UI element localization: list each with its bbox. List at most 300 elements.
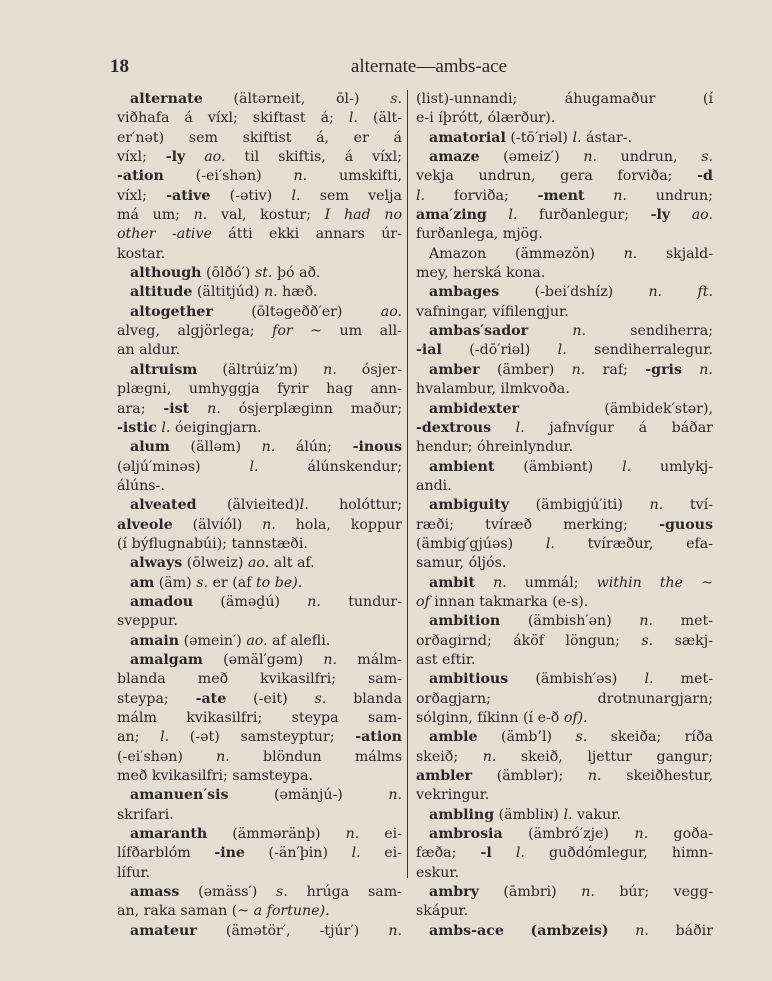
word bbox=[253, 109, 306, 128]
entry-line bbox=[117, 380, 402, 399]
entry-line bbox=[416, 187, 713, 206]
running-head: alternate—ambs-ace bbox=[350, 56, 508, 77]
entry-start-line bbox=[416, 883, 713, 902]
word bbox=[581, 883, 595, 902]
definition-text: (ämətör′, bbox=[225, 922, 291, 939]
entry-line bbox=[117, 477, 402, 496]
headword: -guous bbox=[659, 516, 713, 533]
definition-text: (älləm) bbox=[190, 439, 241, 456]
word bbox=[320, 187, 349, 206]
definition-text: tví- bbox=[689, 497, 713, 514]
definition-text: gangur; bbox=[656, 748, 713, 765]
word bbox=[130, 651, 203, 670]
word bbox=[566, 632, 620, 651]
headword: altruism bbox=[130, 361, 198, 378]
definition-text: sem bbox=[319, 187, 349, 204]
entry-start-line bbox=[117, 554, 402, 573]
grammar-label: a fortune). bbox=[253, 903, 330, 920]
word bbox=[351, 400, 402, 419]
word bbox=[117, 322, 160, 341]
definition-text: óeigingjarn. bbox=[170, 419, 262, 436]
definition-text: (ämməzŏn) bbox=[514, 245, 595, 262]
entry-start-line bbox=[117, 593, 402, 612]
definition-text: skrifari. bbox=[117, 806, 174, 823]
headword: -ly bbox=[650, 207, 671, 224]
word bbox=[535, 670, 617, 689]
definition-text: þó að. bbox=[272, 265, 321, 282]
word bbox=[230, 187, 273, 206]
grammar-label: l. bbox=[644, 671, 654, 688]
definition-text: blöndun bbox=[262, 748, 322, 765]
definition-text: úr- bbox=[381, 226, 402, 243]
word bbox=[701, 574, 713, 593]
grammar-label: l. bbox=[515, 845, 525, 862]
word bbox=[320, 922, 360, 941]
page-number: 18 bbox=[110, 56, 129, 77]
word bbox=[539, 206, 629, 225]
entry-line bbox=[416, 651, 713, 670]
line-text bbox=[117, 245, 165, 264]
grammar-label: l. bbox=[249, 458, 259, 475]
word bbox=[666, 245, 713, 264]
word bbox=[676, 922, 713, 941]
headword: amaze bbox=[429, 149, 480, 166]
headword: altogether bbox=[130, 303, 213, 320]
word bbox=[198, 883, 257, 902]
word bbox=[130, 593, 193, 612]
definition-text: á; bbox=[320, 110, 334, 127]
grammar-label: ao. bbox=[691, 207, 713, 224]
word bbox=[587, 748, 632, 767]
definition-text: átti bbox=[228, 226, 253, 243]
word bbox=[117, 148, 147, 167]
definition-text: er bbox=[353, 129, 369, 146]
word bbox=[503, 883, 556, 902]
headword: -ial bbox=[416, 342, 442, 359]
word bbox=[345, 148, 353, 167]
left-column bbox=[117, 90, 402, 941]
grammar-label: to be). bbox=[255, 574, 303, 591]
definition-text: víxl; bbox=[207, 110, 238, 127]
word bbox=[692, 206, 713, 225]
grammar-label: n. bbox=[216, 748, 230, 765]
word bbox=[339, 496, 402, 515]
word bbox=[645, 361, 682, 380]
entry-start-line bbox=[416, 806, 713, 825]
headword: -ate bbox=[195, 690, 227, 707]
definition-text: an aldur. bbox=[117, 342, 181, 359]
word bbox=[323, 651, 337, 670]
entry-start-line bbox=[117, 283, 402, 302]
grammar-label: ft. bbox=[697, 284, 713, 301]
word bbox=[429, 728, 478, 747]
word bbox=[353, 690, 402, 709]
word bbox=[117, 109, 169, 128]
entry-start-line bbox=[117, 90, 402, 109]
entry-start-line bbox=[416, 670, 713, 689]
entry-line bbox=[117, 516, 402, 535]
headword: amadou bbox=[130, 593, 194, 610]
definition-text: áhugamaður bbox=[564, 91, 656, 107]
definition-text: (í býflugnabúi); tannstæði. bbox=[117, 535, 308, 552]
definition-text: sam- bbox=[367, 710, 402, 726]
entry-start-line bbox=[416, 458, 713, 477]
entry-start-line bbox=[117, 496, 402, 515]
definition-text: af alefli. bbox=[267, 632, 331, 649]
definition-text: (ämbigjú′iti) bbox=[535, 497, 623, 514]
definition-text: álún; bbox=[295, 439, 332, 456]
definition-text: tundur- bbox=[348, 593, 402, 610]
definition-text: orðagirnd; bbox=[416, 632, 492, 649]
word bbox=[226, 922, 291, 941]
word bbox=[613, 187, 627, 206]
definition-text: ósjer- bbox=[361, 361, 402, 378]
word bbox=[416, 516, 454, 535]
definition-text: (ämber) bbox=[497, 361, 555, 378]
grammar-label: n. bbox=[587, 768, 602, 785]
definition-text: guðdómlegur, bbox=[549, 845, 648, 862]
word bbox=[549, 419, 614, 438]
word bbox=[515, 245, 595, 264]
entry-start-line bbox=[416, 245, 713, 264]
entry-line bbox=[117, 225, 402, 244]
right-column bbox=[416, 90, 713, 941]
word bbox=[321, 109, 334, 128]
word bbox=[454, 187, 509, 206]
entry-line bbox=[117, 767, 402, 786]
definition-text: sem bbox=[188, 129, 218, 146]
definition-text: skiftast bbox=[252, 110, 306, 127]
entry-line bbox=[416, 554, 713, 573]
word bbox=[521, 748, 563, 767]
word bbox=[253, 690, 288, 709]
definition-text: á bbox=[344, 149, 354, 166]
word bbox=[493, 574, 507, 593]
definition-text: ljettur bbox=[587, 748, 632, 765]
word bbox=[193, 516, 243, 535]
definition-text: tvíræður, bbox=[587, 535, 654, 552]
word bbox=[117, 458, 201, 477]
entry-line bbox=[117, 458, 402, 477]
word bbox=[214, 844, 245, 863]
word bbox=[262, 516, 276, 535]
word bbox=[603, 361, 628, 380]
definition-text: forviða; bbox=[453, 187, 509, 204]
word bbox=[354, 129, 369, 148]
grammar-label: other bbox=[117, 226, 156, 243]
definition-text: ósjerplæginn bbox=[238, 400, 333, 417]
grammar-label: no bbox=[384, 207, 402, 224]
definition-text: hvalambur, ilmkvoða. bbox=[416, 381, 570, 398]
entry-start-line bbox=[416, 612, 713, 631]
word bbox=[597, 574, 642, 593]
word bbox=[117, 129, 164, 148]
word bbox=[207, 400, 221, 419]
entry-line bbox=[117, 245, 402, 264]
definition-text: ann- bbox=[370, 381, 402, 398]
line-text bbox=[117, 535, 308, 554]
definition-text: (-än′þin) bbox=[268, 845, 328, 862]
word bbox=[204, 148, 225, 167]
grammar-label: s. bbox=[196, 574, 209, 591]
word bbox=[516, 844, 525, 863]
headword: -ine bbox=[214, 845, 245, 862]
grammar-label: s. bbox=[390, 91, 402, 107]
word bbox=[296, 516, 331, 535]
word bbox=[565, 90, 656, 109]
word bbox=[516, 419, 525, 438]
grammar-label: ao. bbox=[380, 303, 402, 320]
word bbox=[528, 825, 609, 844]
definition-text: sólginn, fíkinn (í e-ð bbox=[416, 710, 564, 726]
grammar-label: of). bbox=[563, 710, 588, 726]
definition-text: koppur bbox=[350, 516, 402, 533]
word bbox=[130, 786, 228, 805]
page-header bbox=[110, 56, 718, 82]
definition-text: umlykj- bbox=[660, 458, 713, 475]
headword: although bbox=[130, 265, 202, 282]
word bbox=[184, 109, 192, 128]
word bbox=[250, 458, 259, 477]
definition-text: (ämməränþ) bbox=[232, 826, 321, 843]
entry-line bbox=[117, 322, 402, 341]
definition-text: (ält- bbox=[372, 110, 402, 127]
definition-text: hola, bbox=[295, 516, 331, 533]
word bbox=[697, 167, 713, 186]
word bbox=[269, 225, 299, 244]
headword: ambitious bbox=[429, 671, 509, 688]
definition-text: (-dō′riəl) bbox=[469, 342, 531, 359]
word bbox=[674, 825, 713, 844]
definition-text: undrun; bbox=[655, 187, 713, 204]
definition-text: (ämbliɴ) bbox=[494, 806, 564, 823]
definition-text: málm- bbox=[357, 651, 402, 668]
word bbox=[130, 438, 170, 457]
word bbox=[598, 690, 713, 709]
definition-text: furðanlega, mjög. bbox=[416, 226, 543, 243]
definition-text: áköf bbox=[513, 632, 545, 649]
definition-text: jafnvígur bbox=[549, 419, 615, 436]
grammar-label: s. bbox=[641, 632, 654, 649]
grammar-label: n. bbox=[583, 149, 597, 166]
entry-line bbox=[416, 748, 713, 767]
word bbox=[429, 670, 508, 689]
word bbox=[274, 786, 343, 805]
definition-text: til bbox=[244, 149, 260, 166]
word bbox=[624, 245, 638, 264]
word bbox=[166, 187, 210, 206]
entry-line bbox=[416, 341, 713, 360]
definition-text: (ämbig′gjúəs) bbox=[416, 535, 514, 552]
grammar-label: s. bbox=[276, 884, 288, 901]
definition-text: (í bbox=[702, 91, 713, 107]
definition-text: skjald- bbox=[665, 245, 713, 262]
definition-text: víxl; bbox=[117, 187, 147, 204]
definition-text: (-eit) bbox=[253, 690, 288, 707]
grammar-label: n. bbox=[623, 245, 638, 262]
word bbox=[220, 593, 280, 612]
definition-text: ōl-) bbox=[336, 91, 360, 107]
word bbox=[130, 496, 197, 515]
entry-start-line bbox=[117, 361, 402, 380]
word bbox=[701, 148, 713, 167]
word bbox=[160, 728, 169, 747]
grammar-label: n. bbox=[571, 361, 586, 378]
headword: -ation bbox=[355, 729, 402, 746]
word bbox=[117, 670, 166, 689]
entry-start-line bbox=[117, 438, 402, 457]
definition-text: velja bbox=[368, 187, 402, 204]
word bbox=[355, 748, 402, 767]
definition-text: kostur; bbox=[260, 207, 311, 224]
definition-text: ast eftir. bbox=[416, 651, 476, 668]
definition-text: hendur; óhreinlyndur. bbox=[416, 439, 574, 456]
word bbox=[189, 129, 218, 148]
line-text bbox=[416, 477, 452, 496]
line-text bbox=[416, 438, 573, 457]
word bbox=[244, 148, 259, 167]
word bbox=[163, 400, 189, 419]
definition-text: álúnskendur; bbox=[307, 458, 402, 475]
word bbox=[117, 748, 183, 767]
word bbox=[323, 361, 337, 380]
definition-text: (əmein′) bbox=[179, 632, 247, 649]
definition-text: (ämblər); bbox=[496, 768, 564, 785]
definition-text: lífur. bbox=[117, 864, 151, 881]
entry-line bbox=[117, 709, 402, 728]
definition-text: lífðarblóm bbox=[117, 845, 191, 862]
word bbox=[117, 380, 171, 399]
word bbox=[479, 167, 536, 186]
definition-text: tvíræð bbox=[485, 516, 533, 533]
definition-text: goða- bbox=[673, 826, 713, 843]
definition-text: sam- bbox=[367, 884, 402, 901]
word bbox=[416, 341, 442, 360]
word bbox=[291, 187, 300, 206]
word bbox=[622, 458, 631, 477]
word bbox=[480, 844, 491, 863]
grammar-label: l. bbox=[508, 207, 518, 224]
word bbox=[355, 728, 402, 747]
line-text bbox=[416, 554, 506, 573]
line-text bbox=[416, 902, 468, 921]
word bbox=[307, 593, 321, 612]
headword: ambit bbox=[429, 574, 476, 591]
word bbox=[641, 632, 653, 651]
definition-text: undrun, bbox=[478, 168, 536, 185]
grammar-label: n. bbox=[307, 593, 321, 610]
word bbox=[429, 825, 503, 844]
word bbox=[538, 187, 585, 206]
definition-text: með bbox=[197, 671, 229, 688]
word bbox=[166, 148, 186, 167]
entry-line bbox=[416, 225, 713, 244]
definition-text: sam- bbox=[368, 671, 402, 688]
grammar-label: within bbox=[596, 574, 642, 591]
headword: ambition bbox=[429, 613, 501, 630]
headword: -ment bbox=[537, 187, 585, 204]
word bbox=[372, 148, 402, 167]
headword: alum bbox=[130, 439, 170, 456]
headword: am bbox=[130, 574, 155, 591]
definition-text: (list)-unnandi; bbox=[416, 91, 518, 107]
line-text bbox=[130, 264, 320, 283]
definition-text: málm bbox=[117, 710, 157, 726]
definition-text: Amazon bbox=[429, 245, 487, 262]
definition-text: orðagjarn; bbox=[416, 690, 491, 707]
entry-start-line bbox=[416, 283, 713, 302]
entry-start-line bbox=[416, 496, 713, 515]
word bbox=[588, 767, 602, 786]
entry-line bbox=[416, 535, 713, 554]
headword: -l bbox=[480, 845, 492, 862]
word bbox=[260, 206, 311, 225]
word bbox=[388, 786, 402, 805]
word bbox=[368, 187, 402, 206]
headword: -dextrous bbox=[416, 419, 492, 436]
entry-line bbox=[117, 670, 402, 689]
definition-text: ræði; bbox=[416, 516, 454, 533]
word bbox=[308, 458, 402, 477]
word bbox=[234, 90, 306, 109]
headword: amateur bbox=[130, 922, 197, 939]
word bbox=[196, 167, 262, 186]
definition-text: (ämbidek′stər), bbox=[604, 400, 713, 417]
word bbox=[316, 225, 365, 244]
entry-line bbox=[416, 109, 713, 128]
entry-start-line bbox=[416, 728, 713, 747]
definition-text: forviða; bbox=[617, 168, 673, 185]
entry-line bbox=[117, 109, 402, 128]
grammar-label: n. bbox=[261, 439, 276, 456]
word bbox=[153, 206, 180, 225]
definition-text: (-ətiv) bbox=[229, 187, 273, 204]
entry-line bbox=[416, 632, 713, 651]
word bbox=[340, 322, 363, 341]
definition-text: með kvikasilfri; samsteypa. bbox=[117, 768, 313, 785]
headword: -d bbox=[697, 168, 713, 185]
word bbox=[196, 690, 227, 709]
headword: amble bbox=[429, 729, 478, 746]
grammar-label: ao. bbox=[246, 632, 268, 649]
definition-text: (ämb’l) bbox=[500, 729, 553, 746]
headword: amalgam bbox=[130, 651, 203, 668]
word bbox=[368, 709, 402, 728]
grammar-label: l. bbox=[622, 458, 632, 475]
word bbox=[546, 535, 555, 554]
grammar-label: l. bbox=[291, 187, 301, 204]
definition-text: blanda bbox=[353, 690, 402, 707]
grammar-label: n. bbox=[323, 361, 337, 378]
definition-text: skeiða; bbox=[610, 729, 662, 746]
word bbox=[351, 516, 402, 535]
headword: amain bbox=[130, 632, 180, 649]
grammar-label: had bbox=[343, 207, 371, 224]
grammar-label: l. bbox=[161, 419, 171, 436]
word bbox=[130, 303, 213, 322]
word bbox=[263, 748, 322, 767]
word bbox=[384, 206, 402, 225]
word bbox=[344, 206, 371, 225]
word bbox=[381, 225, 402, 244]
headword: amanuen′sis bbox=[130, 787, 229, 804]
definition-text: víxl; bbox=[372, 149, 402, 166]
grammar-label: s. bbox=[701, 149, 713, 166]
word bbox=[416, 632, 492, 651]
word bbox=[656, 187, 713, 206]
word bbox=[293, 167, 307, 186]
definition-text: (älvíól) bbox=[192, 516, 243, 533]
